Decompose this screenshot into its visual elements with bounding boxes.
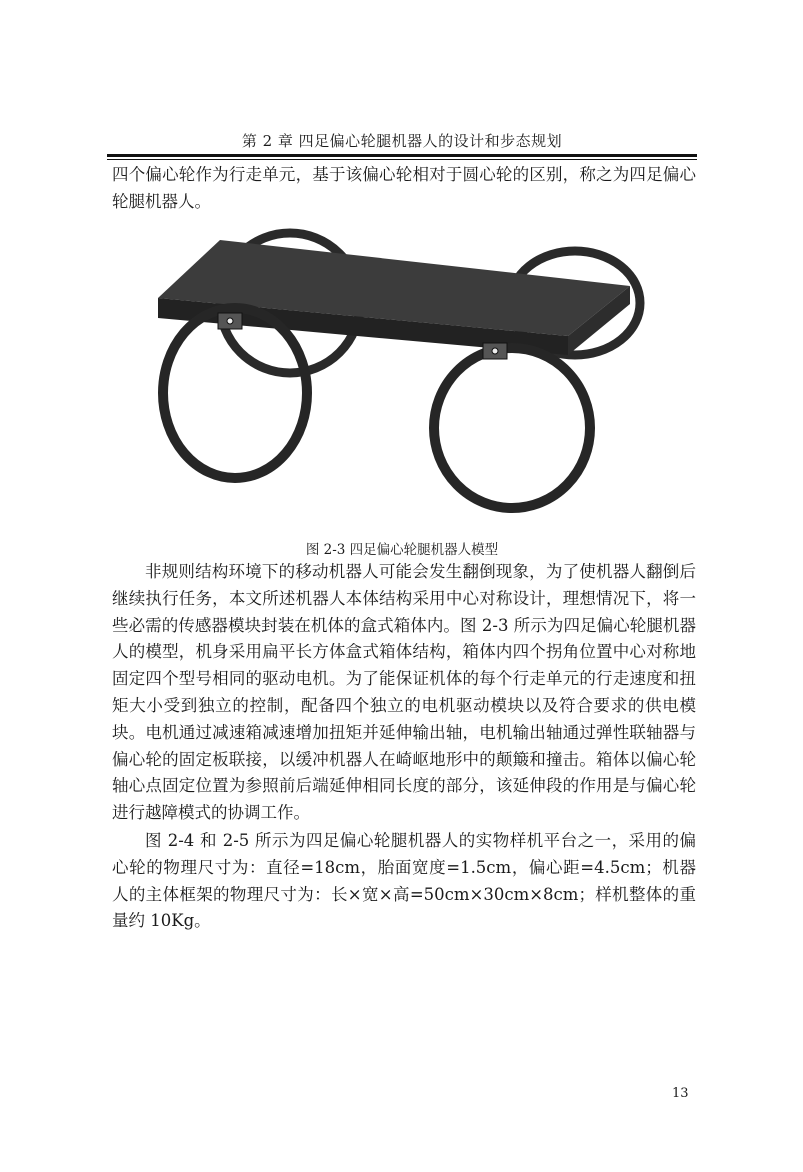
paragraph-intro: 四个偏心轮作为行走单元，基于该偏心轮相对于圆心轮的区别，称之为四足偏心轮腿机器人。	[112, 165, 696, 211]
robot-model-figure	[150, 218, 650, 518]
paragraph-body: 非规则结构环境下的移动机器人可能会发生翻倒现象，为了使机器人翻倒后继续执行任务，本文所述机器人本体结构采用中心对称设计，理想情况下，将一些必需的传感器模块封装在机体的盒式箱体内。图 2-3 所示为四足偏心轮腿机器人的模型，机身采用扁平长方体盒式箱体结构，箱体内四个拐角位置中心对称地固定四个型号相同的驱动电机。为了能保证机体的每个行走单元的行走速度和扭矩大小受到独立的控制，配备四个独立的电机驱动模块以及符合要求的供电模块。电机通过减速箱减速增加扭矩并延伸输出轴，电机输出轴通过弹性联轴器与偏心轮的固定板联接，以缓冲机器人在崎岖地形中的颠簸和撞击。箱体以偏心轮轴心点固定位置为参照前后端延伸相同长度的部分，该延伸段的作用是与偏心轮进行越障模式的协调工作。	[112, 562, 696, 823]
header-rule-thick	[107, 154, 697, 157]
page-number: 13	[672, 1086, 689, 1101]
running-header: 第 2 章 四足偏心轮腿机器人的设计和步态规划	[241, 132, 563, 150]
figure-caption: 图 2-3 四足偏心轮腿机器人模型	[305, 542, 499, 558]
front-left-wheel	[163, 308, 307, 478]
front-right-wheel	[434, 348, 590, 508]
header-rule-thin	[107, 159, 697, 160]
paragraph-dimensions: 图 2-4 和 2-5 所示为四足偏心轮腿机器人的实物样机平台之一，采用的偏心轮的物理尺寸为：直径=18cm，胎面宽度=1.5cm，偏心距=4.5cm；机器人的主体框架的物理尺寸为：长×宽×高=50cm×30cm×8cm；样机整体的重量约 10Kg。	[112, 831, 696, 931]
